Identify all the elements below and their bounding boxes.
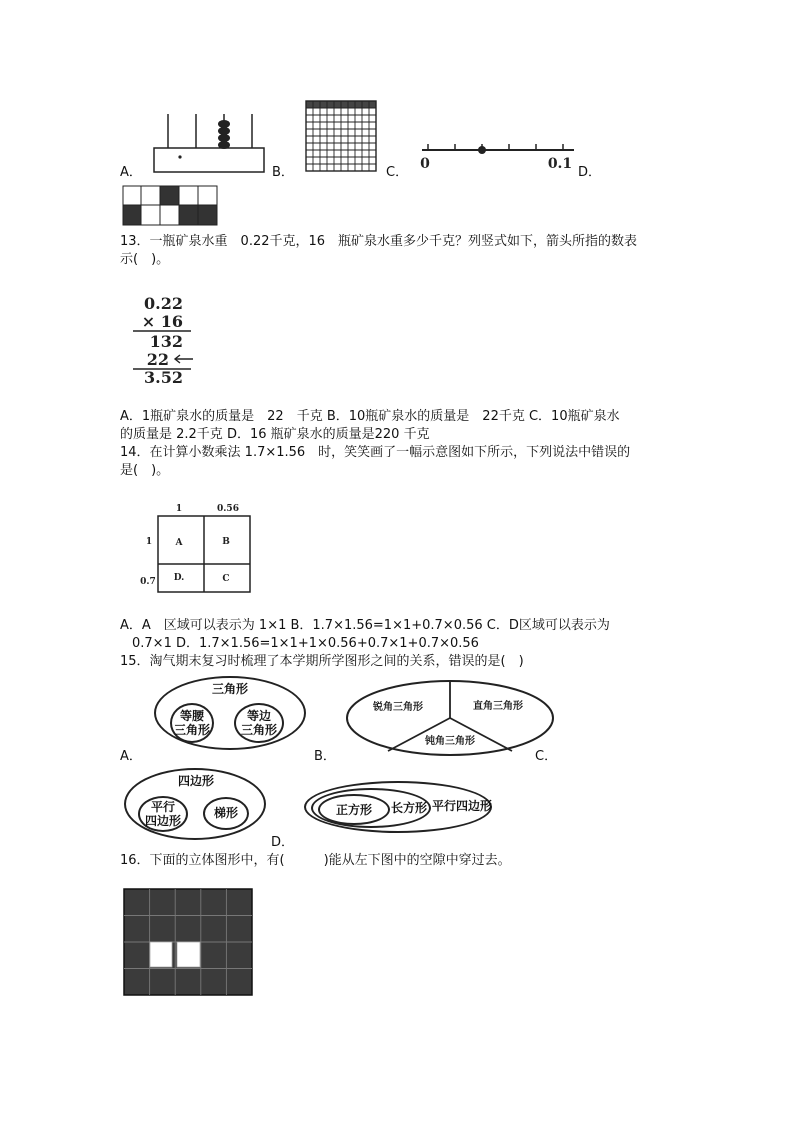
q14-options-line2[interactable]: 0.7×1 D．1.7×1.56=1×1+1×0.56+0.7×1+0.7×0.56 bbox=[132, 636, 479, 651]
q15-option-d-label[interactable]: D． bbox=[271, 835, 295, 850]
q15-d-outer-label: 平行四边形 bbox=[431, 799, 492, 813]
area-top-right-label: 0.56 bbox=[217, 504, 239, 514]
q15-c-outer-label: 四边形 bbox=[177, 774, 214, 788]
vertical-multiplication-figure bbox=[125, 293, 205, 385]
q16-stem: 16．下面的立体图形中，有( )能从左下图中的空隙中穿过去。 bbox=[120, 853, 511, 868]
q15-d-middle-label: 长方形 bbox=[390, 801, 427, 815]
q12-option-d-label[interactable]: D． bbox=[578, 165, 602, 180]
q13-options-line1[interactable]: A．1瓶矿泉水的质量是 22 千克 B．10瓶矿泉水的质量是 22千克 C．10瓶矿泉水 bbox=[120, 409, 620, 424]
area-side-bottom-label: 0.7 bbox=[140, 577, 156, 587]
area-region-a: A bbox=[175, 538, 183, 548]
q15-option-a-label[interactable]: A． bbox=[120, 749, 142, 764]
q15-a-left-label: 等腰 三角形 bbox=[173, 709, 210, 737]
q12-option-b-label[interactable]: B． bbox=[272, 165, 294, 180]
number-line-start: 0 bbox=[420, 156, 430, 172]
q15-stem: 15．淘气期末复习时梳理了本学期所学图形之间的关系，错误的是( ) bbox=[120, 654, 524, 669]
q15-b-bottom-label: 钝角三角形 bbox=[425, 736, 475, 747]
q12-option-c-label[interactable]: C． bbox=[386, 165, 409, 180]
q14-options-line1[interactable]: A．A 区域可以表示为 1×1 B．1.7×1.56=1×1+0.7×0.56 C．D区域可以表示为 bbox=[120, 618, 610, 633]
area-region-b: B bbox=[222, 537, 230, 547]
area-model-figure bbox=[138, 500, 256, 598]
q15-c-left-label: 平行 四边形 bbox=[144, 800, 181, 828]
q15-a-right-label: 等边 三角形 bbox=[240, 709, 277, 737]
area-side-top-label: 1 bbox=[145, 537, 153, 547]
number-line-point bbox=[478, 146, 486, 154]
number-line-end: 0.1 bbox=[547, 156, 573, 172]
area-region-d: D. bbox=[173, 573, 185, 583]
vm-row4: 22 bbox=[146, 350, 169, 369]
vm-row1: 0.22 bbox=[144, 294, 183, 313]
shaded-strip-figure bbox=[122, 185, 218, 227]
q15-d-inner-label: 正方形 bbox=[335, 803, 372, 817]
number-line-figure bbox=[418, 138, 578, 172]
q13-stem-line2: 示( )。 bbox=[120, 252, 170, 267]
gap-board-figure bbox=[123, 888, 253, 996]
abacus-figure bbox=[150, 110, 268, 176]
q15-b-left-label: 锐角三角形 bbox=[373, 702, 423, 713]
vm-row3: 132 bbox=[149, 332, 183, 351]
q13-stem-line1: 13．一瓶矿泉水重 0.22千克，16 瓶矿泉水重多少千克？列竖式如下，箭头所指的数表 bbox=[120, 234, 638, 249]
q12-option-a-label[interactable]: A． bbox=[120, 165, 142, 180]
q15-b-right-label: 直角三角形 bbox=[473, 701, 523, 712]
q14-stem-line1: 14．在计算小数乘法 1.7×1.56 时，笑笑画了一幅示意图如下所示，下列说法中错误的 bbox=[120, 445, 631, 460]
q15-figure-b bbox=[344, 678, 556, 758]
hundred-grid-figure bbox=[305, 100, 377, 172]
vm-row2: × 16 bbox=[141, 312, 183, 331]
q15-option-b-label[interactable]: B． bbox=[314, 749, 336, 764]
q15-a-outer-label: 三角形 bbox=[211, 682, 248, 696]
abacus-frame bbox=[154, 148, 264, 172]
area-top-left-label: 1 bbox=[175, 504, 183, 514]
area-region-c: C bbox=[222, 574, 230, 584]
q14-stem-line2: 是( )。 bbox=[120, 463, 170, 478]
q13-options-line2[interactable]: 的质量是 2.2千克 D．16 瓶矿泉水的质量是220 千克 bbox=[120, 427, 430, 442]
q15-option-c-label[interactable]: C． bbox=[535, 749, 558, 764]
vm-row5: 3.52 bbox=[144, 368, 183, 385]
gap-left bbox=[150, 942, 172, 967]
q15-c-right-label: 梯形 bbox=[213, 806, 238, 820]
gap-right bbox=[177, 942, 200, 967]
